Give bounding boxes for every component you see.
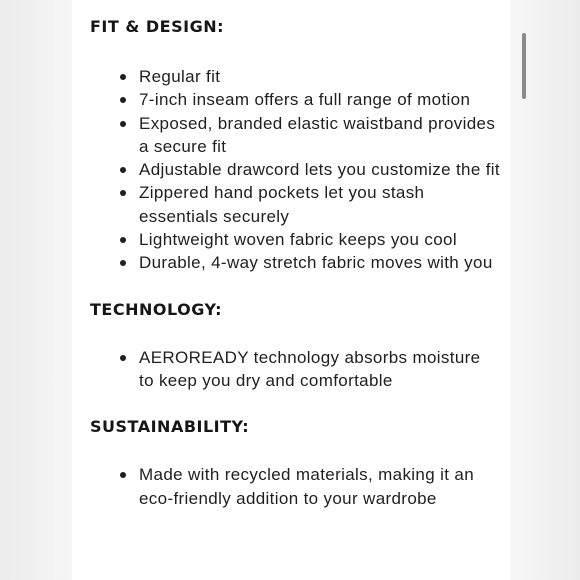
product-details-content <box>90 16 500 510</box>
fit-design-section <box>90 16 500 275</box>
fit-design-heading: FIT & DESIGN: <box>90 17 224 36</box>
list-item: Lightweight woven fabric keeps you cool <box>90 228 500 251</box>
list-item: Exposed, branded elastic waistband provides a secure fit <box>90 112 500 159</box>
sustainability-heading: SUSTAINABILITY: <box>90 417 250 437</box>
technology-heading: TECHNOLOGY: <box>90 299 223 319</box>
list-item: 7-inch inseam offers a full range of motion <box>90 88 500 111</box>
list-item: Regular fit <box>90 65 500 88</box>
list-item: AEROREADY technology absorbs moisture to keep you dry and comfortable <box>90 346 500 393</box>
list-item: Durable, 4-way stretch fabric moves with you <box>90 251 500 274</box>
background-right <box>510 0 580 580</box>
scrollbar-thumb[interactable] <box>522 33 526 99</box>
technology-list <box>90 346 500 393</box>
list-item: Adjustable drawcord lets you customize the fit <box>90 158 500 181</box>
sustainability-list <box>90 463 500 510</box>
background-left <box>0 0 72 580</box>
list-item: Zippered hand pockets let you stash essentials securely <box>90 181 500 228</box>
product-description-panel <box>72 0 510 580</box>
technology-section <box>90 299 500 393</box>
fit-design-list <box>90 65 500 275</box>
sustainability-section <box>90 416 500 510</box>
list-item: Made with recycled materials, making it an eco-friendly addition to your wardrobe <box>90 463 500 510</box>
